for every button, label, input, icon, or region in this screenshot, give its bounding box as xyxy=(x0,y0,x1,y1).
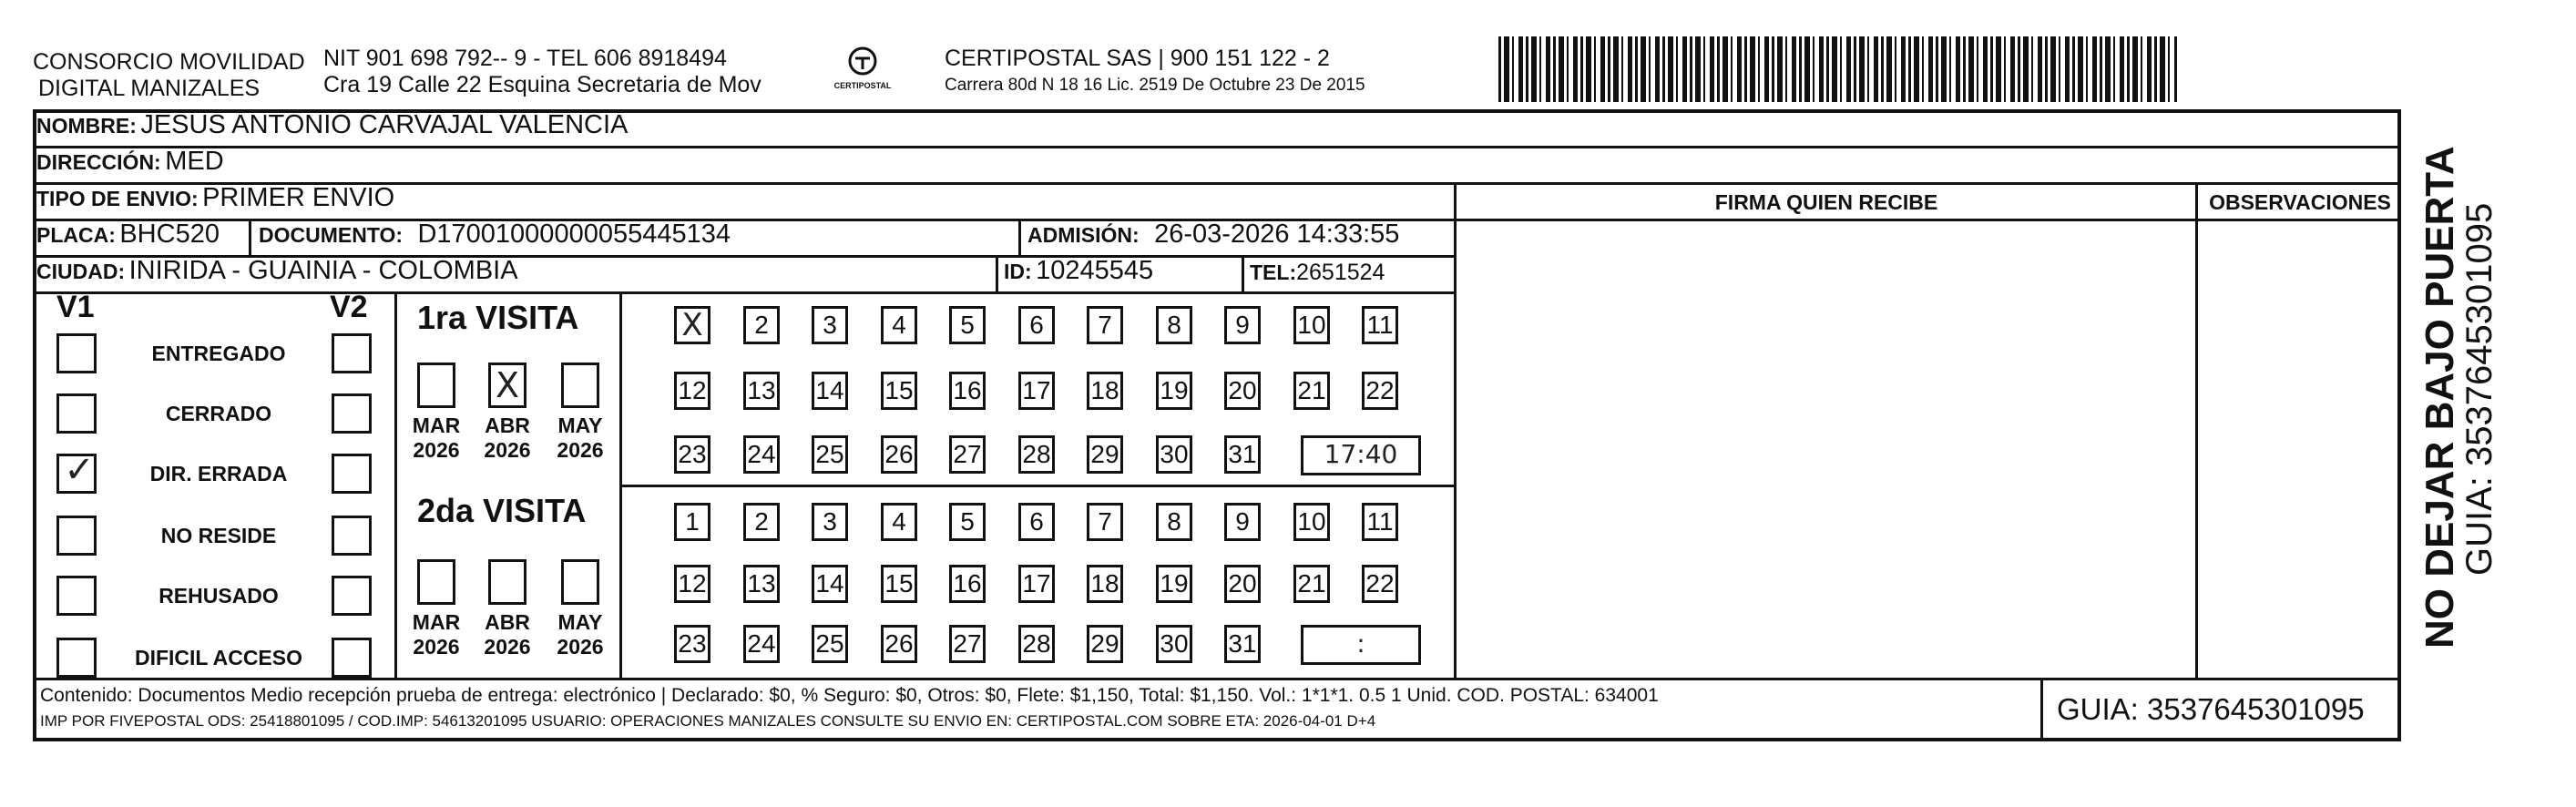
day-box[interactable]: 31 xyxy=(1224,625,1261,663)
day-box[interactable]: 30 xyxy=(1156,625,1192,663)
day-box[interactable]: 17 xyxy=(1018,372,1055,410)
day-box[interactable]: 16 xyxy=(949,372,986,410)
time-box[interactable]: 17:40 xyxy=(1301,435,1421,475)
month-label: MAY 2026 xyxy=(557,610,604,659)
ciudad-cell: CIUDAD: INIRIDA - GUAINIA - COLOMBIA xyxy=(36,256,518,285)
day-box[interactable]: 27 xyxy=(949,435,986,474)
month-checkbox[interactable] xyxy=(561,559,599,605)
day-box[interactable]: 28 xyxy=(1018,625,1055,663)
observaciones-header: OBSERVACIONES xyxy=(2209,190,2391,214)
guia-number: GUIA: 3537645301095 xyxy=(2057,692,2365,726)
day-box[interactable]: 31 xyxy=(1224,435,1261,474)
company-name: CONSORCIO MOVILIDAD DIGITAL MANIZALES xyxy=(33,49,305,101)
status-option-label: ENTREGADO xyxy=(151,342,286,365)
day-box[interactable]: 15 xyxy=(881,372,917,410)
status-option-label: REHUSADO xyxy=(158,584,279,608)
day-box[interactable]: 19 xyxy=(1156,565,1192,603)
day-box[interactable]: 21 xyxy=(1293,372,1330,410)
day-box[interactable]: 25 xyxy=(812,625,848,663)
day-box[interactable]: 18 xyxy=(1087,565,1123,603)
month-mark: X xyxy=(495,365,520,405)
day-box[interactable]: 8 xyxy=(1156,503,1192,541)
day-box[interactable]: 17 xyxy=(1018,565,1055,603)
id-cell: ID: 10245545 xyxy=(1004,256,1154,285)
day-box[interactable]: 9 xyxy=(1224,503,1261,541)
day-box[interactable]: 11 xyxy=(1362,306,1398,344)
day-box[interactable]: 29 xyxy=(1087,625,1123,663)
status-v2-checkbox[interactable] xyxy=(332,393,372,434)
month-label: MAR 2026 xyxy=(412,610,461,659)
status-v2-checkbox[interactable] xyxy=(332,454,372,494)
month-label: ABR 2026 xyxy=(484,610,531,659)
day-box[interactable]: 22 xyxy=(1362,565,1398,603)
day-box[interactable]: 9 xyxy=(1224,306,1261,344)
day-box[interactable]: 23 xyxy=(674,435,710,474)
placa-cell: PLACA: BHC520 xyxy=(36,220,220,249)
status-option-label: DIR. ERRADA xyxy=(149,462,288,485)
month-checkbox[interactable] xyxy=(561,363,599,408)
day-box[interactable]: 28 xyxy=(1018,435,1055,474)
day-box[interactable]: 26 xyxy=(881,625,917,663)
day-box[interactable]: 4 xyxy=(881,503,917,541)
firma-header: FIRMA QUIEN RECIBE xyxy=(1714,190,1938,214)
status-v1-checkbox[interactable] xyxy=(56,449,97,494)
recipient-address: MED xyxy=(165,147,224,176)
status-v1-checkbox[interactable] xyxy=(56,576,97,616)
day-box[interactable]: 6 xyxy=(1018,306,1055,344)
day-box[interactable]: X xyxy=(674,306,710,344)
status-v1-checkbox[interactable] xyxy=(56,333,97,373)
shipping-type: PRIMER ENVIO xyxy=(202,183,395,212)
day-box[interactable]: 10 xyxy=(1293,306,1330,344)
day-box[interactable]: 22 xyxy=(1362,372,1398,410)
v1-header: V1 xyxy=(56,290,95,324)
day-box[interactable]: 30 xyxy=(1156,435,1192,474)
v2-header: V2 xyxy=(330,290,368,324)
day-box[interactable]: 19 xyxy=(1156,372,1192,410)
status-option-label: CERRADO xyxy=(165,402,272,425)
day-box[interactable]: 6 xyxy=(1018,503,1055,541)
day-box[interactable]: 20 xyxy=(1224,372,1261,410)
day-box[interactable]: 21 xyxy=(1293,565,1330,603)
day-box[interactable]: 24 xyxy=(743,625,780,663)
day-box[interactable]: 5 xyxy=(949,306,986,344)
day-box[interactable]: 5 xyxy=(949,503,986,541)
barcode xyxy=(1498,36,2177,102)
day-box[interactable]: 3 xyxy=(812,503,848,541)
day-box[interactable]: 7 xyxy=(1087,306,1123,344)
documento-cell: DOCUMENTO: D17001000000055445134 xyxy=(259,220,731,249)
status-v1-checkbox[interactable] xyxy=(56,516,97,556)
no-dejar-bajo-puerta: NO DEJAR BAJO PUERTA xyxy=(2418,146,2462,649)
month-label: MAR 2026 xyxy=(412,414,461,462)
certipostal-logo: CERTIPOSTAL xyxy=(831,46,894,90)
status-v2-checkbox[interactable] xyxy=(332,516,372,556)
day-box[interactable]: 23 xyxy=(674,625,710,663)
day-box[interactable]: 25 xyxy=(812,435,848,474)
status-v2-checkbox[interactable] xyxy=(332,638,372,678)
month-checkbox[interactable] xyxy=(417,363,455,408)
visit2-title: 2da VISITA xyxy=(417,492,587,529)
month-label: MAY 2026 xyxy=(557,414,604,462)
visit1-title: 1ra VISITA xyxy=(417,299,579,336)
status-v2-checkbox[interactable] xyxy=(332,333,372,373)
month-checkbox[interactable] xyxy=(417,559,455,605)
document-value: D17001000000055445134 xyxy=(417,220,731,249)
day-box[interactable]: 4 xyxy=(881,306,917,344)
day-box[interactable]: 10 xyxy=(1293,503,1330,541)
day-box[interactable]: 26 xyxy=(881,435,917,474)
day-box[interactable]: 29 xyxy=(1087,435,1123,474)
day-box[interactable]: 13 xyxy=(743,372,780,410)
status-v2-checkbox[interactable] xyxy=(332,576,372,616)
day-box[interactable]: 8 xyxy=(1156,306,1192,344)
month-checkbox[interactable] xyxy=(488,559,526,605)
day-box[interactable]: 18 xyxy=(1087,372,1123,410)
status-option-label: NO RESIDE xyxy=(160,524,277,547)
month-checkbox[interactable] xyxy=(488,363,526,408)
tipo-envio-row: TIPO DE ENVIO: PRIMER ENVIO xyxy=(36,183,395,212)
company-nit: NIT 901 698 792-- 9 - TEL 606 8918494 Cra 19 Calle 22 Esquina Secretaria de Mov xyxy=(323,46,762,97)
day-box[interactable]: 27 xyxy=(949,625,986,663)
recipient-name: JESUS ANTONIO CARVAJAL VALENCIA xyxy=(140,110,629,139)
direccion-row: DIRECCIÓN: MED xyxy=(36,147,224,176)
day-box[interactable]: 15 xyxy=(881,565,917,603)
side-guia: GUIA: 3537645301095 xyxy=(2459,202,2499,576)
day-box[interactable]: 1 xyxy=(674,503,710,541)
courier-info: CERTIPOSTAL SAS | 900 151 122 - 2 Carrera 80d N 18 16 Lic. 2519 De Octubre 23 De 2015 xyxy=(945,46,1365,95)
day-box[interactable]: 20 xyxy=(1224,565,1261,603)
content-details: Contenido: Documentos Medio recepción prueba de entrega: electrónico | Declarado: $0, % Seguro: $0, Otros: $0, Flete: $1,150, Total: $1,150. Vol.: 1*1*1. 0.5 1 Unid. COD. POSTAL: 634001 xyxy=(40,685,1659,706)
status-option-label: DIFICIL ACCESO xyxy=(134,646,302,669)
city-value: INIRIDA - GUAINIA - COLOMBIA xyxy=(128,256,518,285)
status-v1-checkbox[interactable] xyxy=(56,393,97,434)
day-box[interactable]: 12 xyxy=(674,565,710,603)
tel-cell: TEL:2651524 xyxy=(1250,260,1385,285)
day-box[interactable]: 2 xyxy=(743,503,780,541)
day-box[interactable]: 3 xyxy=(812,306,848,344)
day-box[interactable]: 16 xyxy=(949,565,986,603)
day-box[interactable]: 14 xyxy=(812,565,848,603)
day-box[interactable]: 14 xyxy=(812,372,848,410)
admision-cell: ADMISIÓN: 26-03-2026 14:33:55 xyxy=(1027,220,1400,249)
status-v1-checkbox[interactable] xyxy=(56,638,97,678)
day-box[interactable]: 7 xyxy=(1087,503,1123,541)
day-box[interactable]: 24 xyxy=(743,435,780,474)
day-box[interactable]: 13 xyxy=(743,565,780,603)
print-info: IMP POR FIVEPOSTAL ODS: 25418801095 / COD.IMP: 54613201095 USUARIO: OPERACIONES MANIZALES CONSULTE SU ENVIO EN: CERTIPOSTAL.COM SOBRE ETA: 2026-04-01 D+4 xyxy=(40,712,1376,730)
month-label: ABR 2026 xyxy=(484,414,531,462)
time-box[interactable]: : xyxy=(1301,625,1421,665)
plate-value: BHC520 xyxy=(119,220,220,249)
day-box[interactable]: 2 xyxy=(743,306,780,344)
nombre-row: NOMBRE: JESUS ANTONIO CARVAJAL VALENCIA xyxy=(36,110,629,139)
logo-icon xyxy=(844,46,881,77)
admission-date: 26-03-2026 14:33:55 xyxy=(1154,220,1400,249)
checkmark-icon: ✓ xyxy=(64,449,95,491)
id-value: 10245545 xyxy=(1036,256,1154,285)
day-box[interactable]: 12 xyxy=(674,372,710,410)
day-box[interactable]: 11 xyxy=(1362,503,1398,541)
tel-value: 2651524 xyxy=(1296,260,1385,285)
